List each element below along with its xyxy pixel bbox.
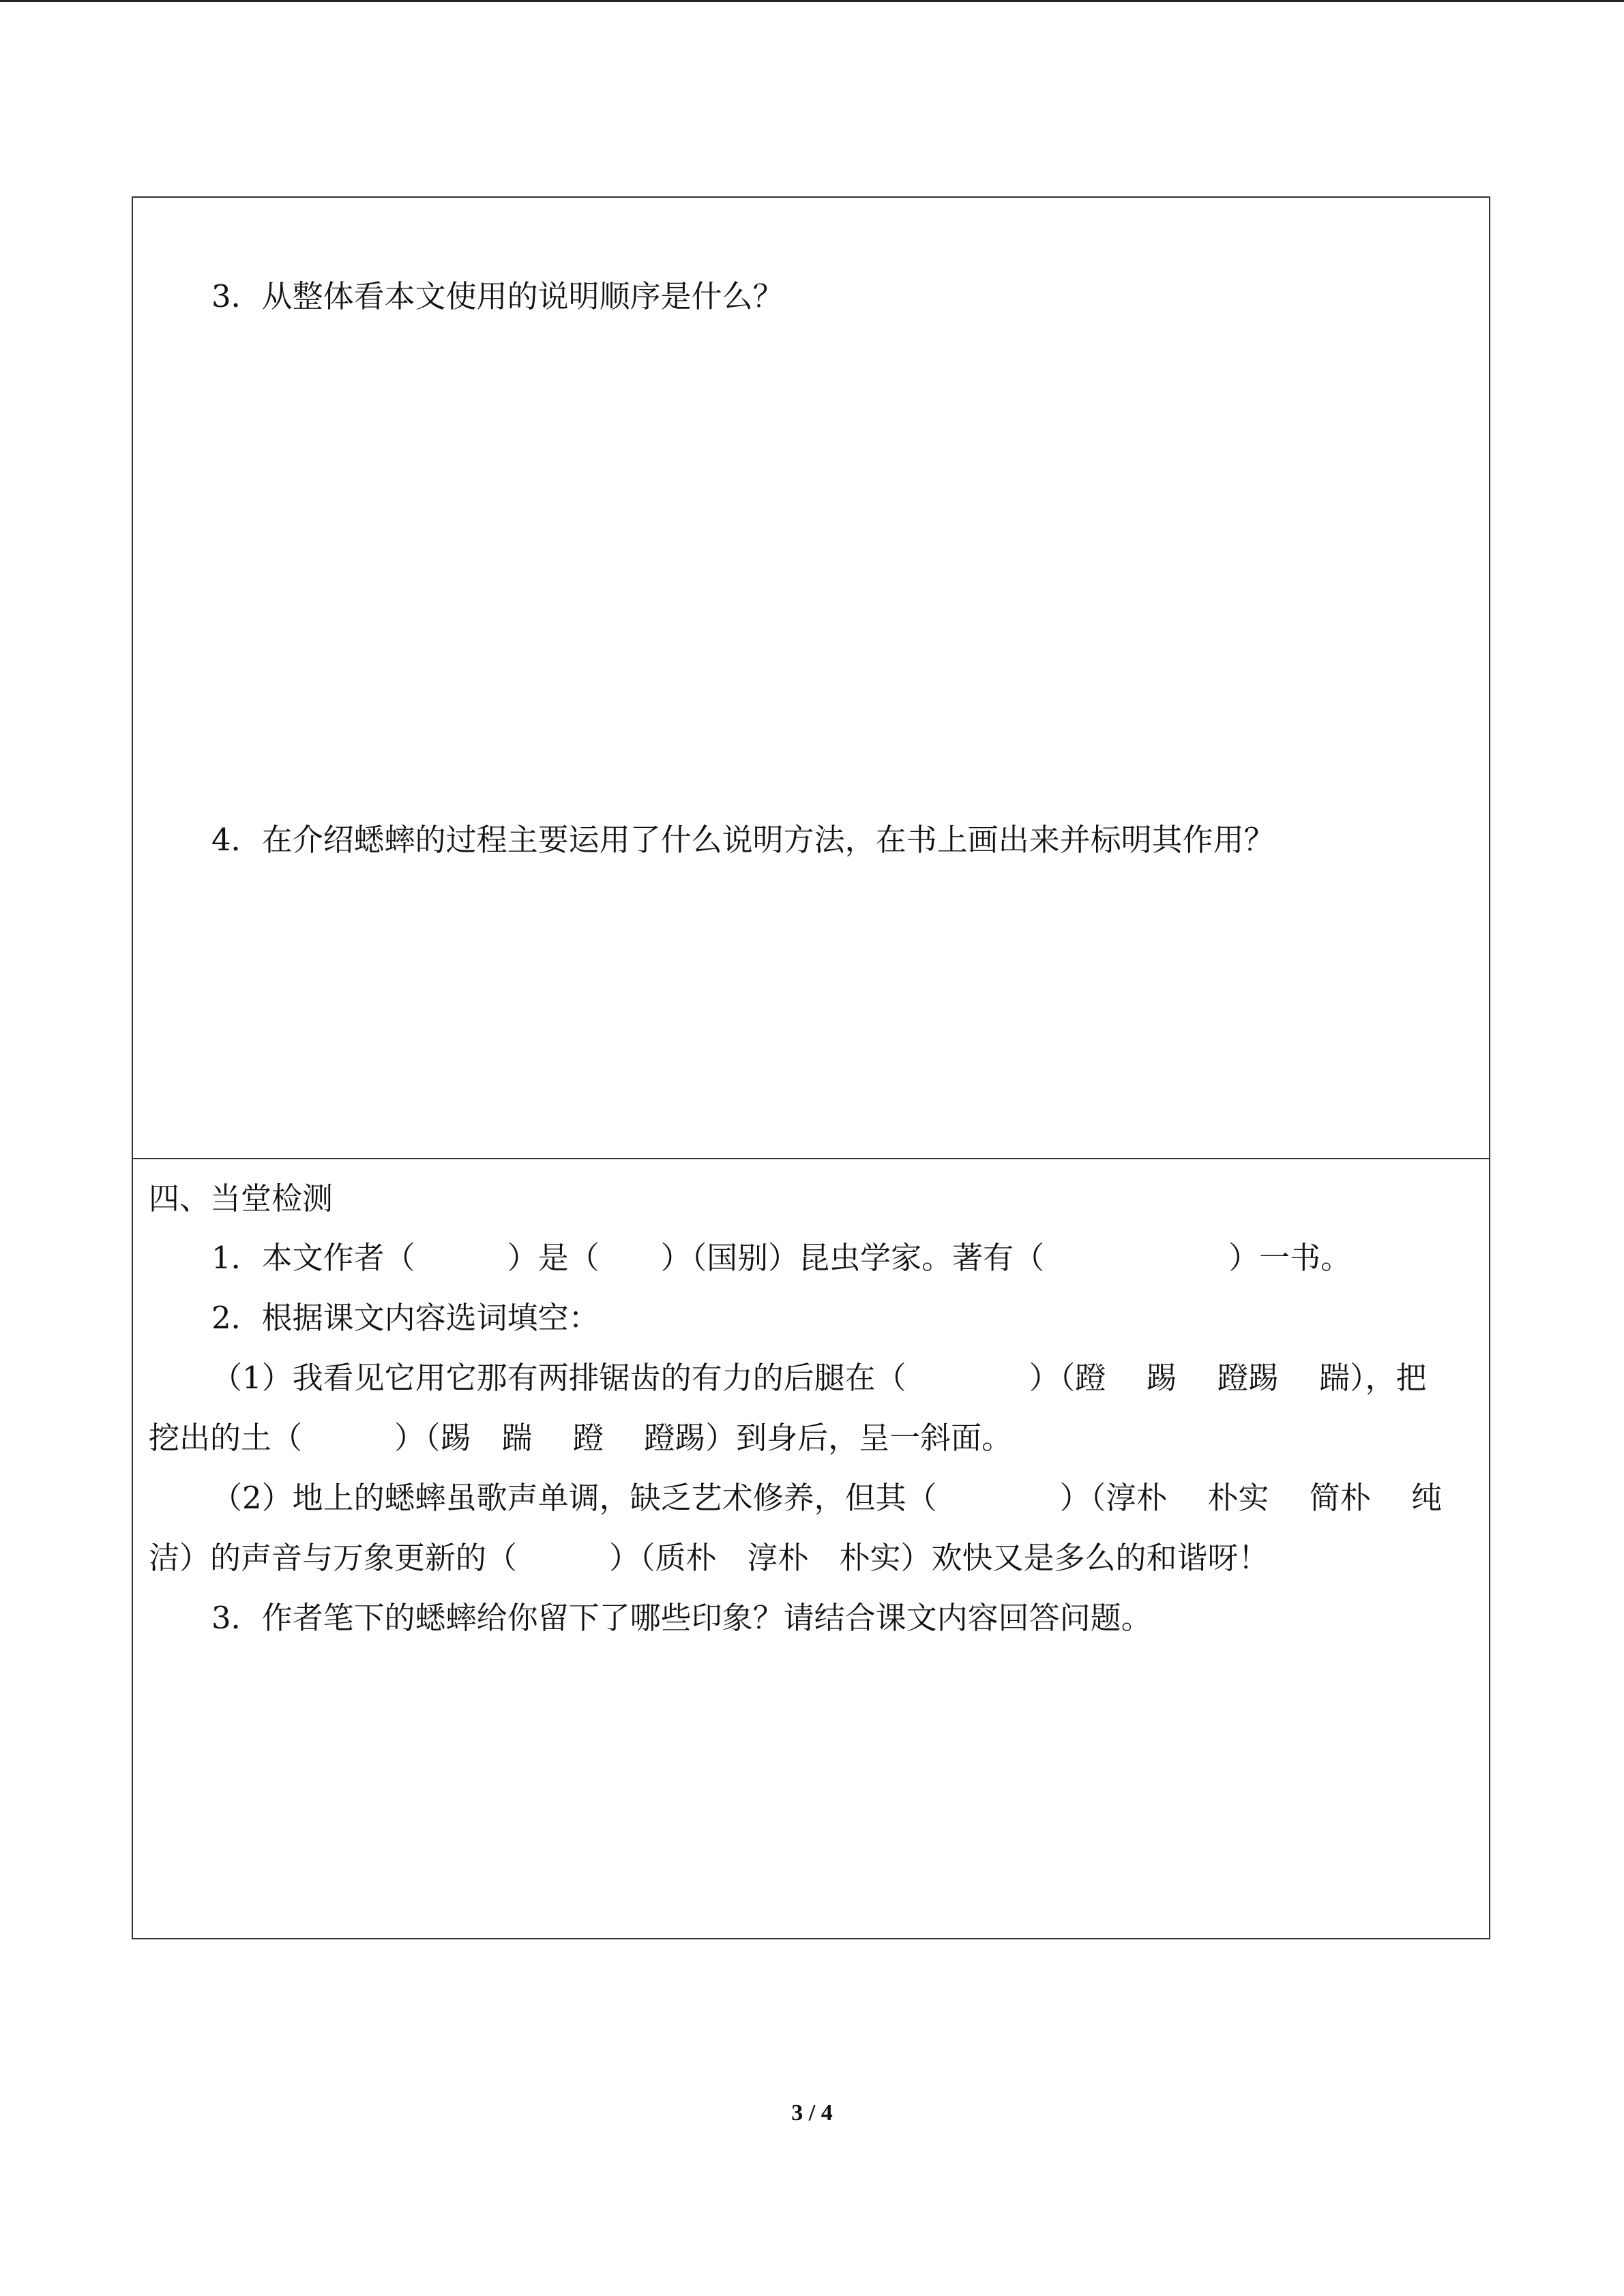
test-item-3: 3．作者笔下的蟋蟀给你留下了哪些印象？请结合课文内容回答问题。 bbox=[211, 1600, 1152, 1636]
question-4-methods: 4．在介绍蟋蟀的过程主要运用了什么说明方法，在书上画出来并标明其作用？ bbox=[211, 822, 1275, 858]
top-border-line bbox=[0, 0, 1624, 2]
section-four-heading: 四、当堂检测 bbox=[149, 1180, 334, 1217]
test-item-2-sub1-line1: （1）我看见它用它那有两排锯齿的有力的后腿在（ ）（蹬 踢 蹬踢 踹），把 bbox=[211, 1360, 1427, 1396]
worksheet-table bbox=[132, 196, 1490, 1939]
test-item-2-sub2-line2: 洁）的声音与万象更新的（ ）（质朴 淳朴 朴实）欢快又是多么的和谐呀！ bbox=[149, 1540, 1269, 1576]
test-item-1: 1．本文作者（ ）是（ ）（国别）昆虫学家。著有（ ）一书。 bbox=[211, 1240, 1352, 1276]
question-3-sequence: 3．从整体看本文使用的说明顺序是什么？ bbox=[211, 278, 784, 314]
page-number: 3 / 4 bbox=[791, 2100, 833, 2126]
test-item-2-sub2-line1: （2）地上的蟋蟀虽歌声单调，缺乏艺术修养，但其（ ）（淳朴 朴实 简朴 纯 bbox=[211, 1480, 1443, 1516]
test-item-2-sub1-line2: 挖出的土（ ）（踢 踹 蹬 蹬踢）到身后，呈一斜面。 bbox=[149, 1420, 1013, 1456]
table-row-divider bbox=[132, 1158, 1490, 1159]
test-item-2: 2．根据课文内容选词填空： bbox=[211, 1300, 600, 1336]
